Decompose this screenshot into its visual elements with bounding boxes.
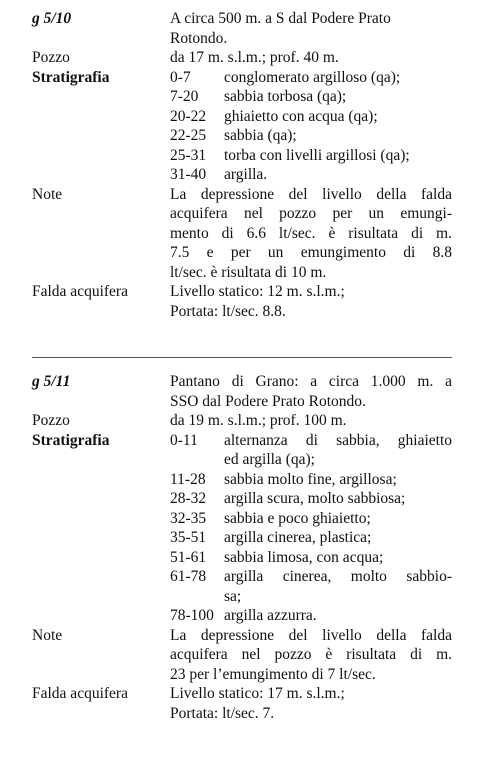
note-line: lt/sec. è risultata di 10 m. [170,263,327,281]
location-text [170,372,452,411]
stratum-row [170,431,452,470]
note-line: acquifera nel pozzo per un emungi- [170,205,452,222]
stratum-desc-line: alternanza di sabbia, ghiaietto [224,431,452,449]
stratum-depth: 61-78 [170,568,207,585]
stratum-row [170,107,452,127]
note-text [170,185,452,283]
pozzo-field [32,411,452,431]
stratum-desc: argilla azzurra. [224,607,317,624]
note-line: 7.5 e per un emungimento di 8.8 [170,244,452,261]
stratum-row [170,548,452,568]
stratum-row [170,509,452,529]
stratum-row [170,165,452,185]
stratum-depth: 78-100 [170,607,214,624]
stratum-depth: 31-40 [170,166,207,183]
falda-field [32,684,452,723]
note-field [32,185,452,283]
stratum-desc: torba con livelli argillosi (qa); [224,146,410,164]
stratum-desc: sabbia molto fine, argillosa; [224,470,397,488]
location-line: SSO dal Podere Prato Rotondo. [170,392,366,410]
stratum-row [170,489,452,509]
falda-line: Livello statico: 17 m. s.l.m.; [170,685,345,702]
location-text [170,9,452,48]
stratum-depth: 7-20 [170,88,199,105]
note-line: mento di 6.6 lt/sec. è risultata di m. [170,224,452,242]
stratum-depth: 20-22 [170,107,207,125]
note-label: Note [32,626,63,644]
stratum-row [170,146,452,166]
stratum-depth: 35-51 [170,529,207,546]
strata-list [170,68,452,185]
stratum-row [170,68,452,88]
stratum-desc: sabbia limosa, con acqua; [224,548,384,566]
stratum-depth: 11-28 [170,470,206,488]
location-line: Pantano di Grano: a circa 1.000 m. a [170,373,452,390]
stratum-row [170,606,452,626]
stratum-desc: argilla. [224,166,268,183]
falda-line: Portata: lt/sec. 7. [170,704,275,722]
falda-line: Portata: lt/sec. 8.8. [170,302,286,320]
stratum-depth: 0-11 [170,431,198,449]
stratum-depth: 0-7 [170,68,191,86]
stratum-row [170,87,452,107]
falda-label: Falda acquifera [32,283,128,300]
stratum-desc: conglomerato argilloso (qa); [224,68,401,86]
stratum-desc: sabbia (qa); [224,127,297,144]
stratum-desc: sabbia e poco ghiaietto; [224,509,371,527]
pozzo-label: Pozzo [32,412,70,429]
stratum-desc [224,431,452,470]
pozzo-value: da 19 m. s.l.m.; prof. 100 m. [170,412,347,429]
stratum-desc: argilla cinerea, plastica; [224,529,372,546]
stratigrafia-label: Stratigrafia [32,431,110,449]
note-line: acquifera nel pozzo è risultata di m. [170,646,452,663]
well-code: g 5/11 [32,373,71,390]
entry-divider [32,357,452,358]
stratigrafia-field [32,68,452,185]
falda-text [170,684,452,723]
stratum-desc-line: sa; [224,587,242,605]
location-field [32,9,452,48]
note-label: Note [32,185,63,203]
well-entry-g5-11 [32,372,452,723]
location-field [32,372,452,411]
stratum-row [170,567,452,606]
note-line: La depressione del livello della falda [170,185,452,203]
location-line: A circa 500 m. a S dal Podere Prato [170,10,391,27]
stratum-row [170,528,452,548]
note-line: 23 per l’emungimento di 7 lt/sec. [170,665,376,683]
stratum-depth: 25-31 [170,146,207,164]
stratum-desc [224,567,452,606]
stratigrafia-label: Stratigrafia [32,68,110,86]
stratum-desc: argilla scura, molto sabbiosa; [224,490,406,507]
falda-line: Livello statico: 12 m. s.l.m.; [170,283,345,300]
pozzo-label: Pozzo [32,49,70,66]
stratum-desc: ghiaietto con acqua (qa); [224,107,378,125]
stratum-desc-line: ed argilla (qa); [224,451,315,468]
falda-field [32,282,452,321]
strata-list [170,431,452,626]
stratum-desc: sabbia torbosa (qa); [224,88,347,105]
stratum-desc-line: argilla cinerea, molto sabbio- [224,568,452,585]
stratum-depth: 32-35 [170,509,207,527]
falda-label: Falda acquifera [32,685,128,702]
well-code: g 5/10 [32,10,72,27]
stratum-row [170,126,452,146]
location-line: Rotondo. [170,29,228,47]
stratum-depth: 28-32 [170,490,207,507]
pozzo-value: da 17 m. s.l.m.; prof. 40 m. [170,49,339,66]
note-field [32,626,452,685]
stratum-depth: 22-25 [170,127,207,144]
note-line: La depressione del livello della falda [170,626,452,644]
falda-text [170,282,452,321]
stratum-row [170,470,452,490]
note-text [170,626,452,685]
stratigrafia-field [32,431,452,626]
well-entry-g5-10 [32,9,452,321]
stratum-depth: 51-61 [170,548,207,566]
pozzo-field [32,48,452,68]
